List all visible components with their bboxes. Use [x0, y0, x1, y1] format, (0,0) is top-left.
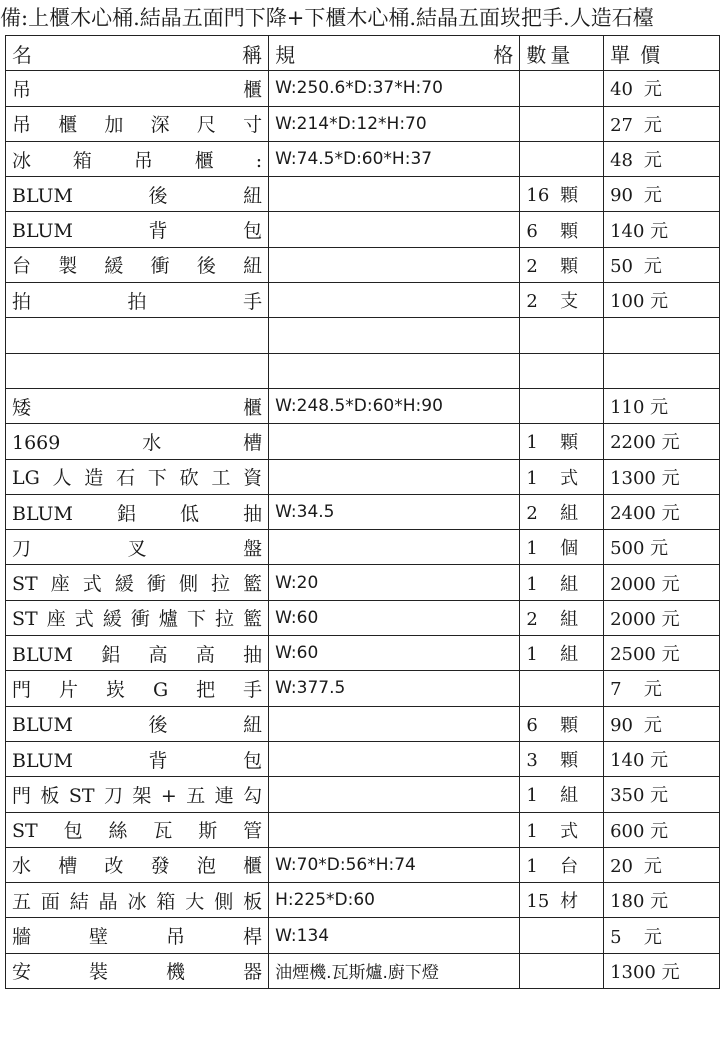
item-price-number: 90 — [610, 714, 633, 736]
item-price-cell — [604, 777, 720, 812]
table-row — [6, 494, 720, 529]
table-row — [6, 353, 720, 388]
item-qty-number: 6 — [526, 220, 538, 242]
item-spec: 油煙機.瓦斯爐.廚下燈 — [275, 963, 439, 984]
item-price-unit: 元 — [650, 785, 669, 807]
item-qty-cell — [520, 600, 604, 635]
item-spec: W:214*D:12*H:70 — [275, 113, 427, 134]
item-qty-number: 1 — [526, 785, 538, 807]
item-qty-number: 1 — [526, 432, 538, 454]
item-price-unit: 元 — [661, 961, 680, 983]
item-price-number: 5 — [610, 926, 622, 948]
item-qty-cell — [520, 141, 604, 176]
item-price-number: 7 — [610, 679, 622, 701]
table-row — [6, 812, 720, 847]
item-spec-cell — [269, 777, 520, 812]
item-qty-cell — [520, 953, 604, 988]
item-price-cell — [604, 318, 720, 353]
item-name-cell — [6, 883, 269, 918]
item-name-cell — [6, 953, 269, 988]
item-price-number: 2000 — [610, 608, 656, 630]
item-price-number: 1300 — [610, 961, 656, 983]
item-price-cell — [604, 953, 720, 988]
item-price-number: 110 — [610, 397, 645, 419]
table-row — [6, 847, 720, 882]
item-price-number: 20 — [610, 855, 633, 877]
item-qty-cell — [520, 706, 604, 741]
item-qty-cell — [520, 777, 604, 812]
item-name-cell — [6, 600, 269, 635]
item-qty-cell — [520, 671, 604, 706]
table-row — [6, 953, 720, 988]
item-spec: W:248.5*D:60*H:90 — [275, 396, 443, 417]
item-price-number: 40 — [610, 79, 633, 101]
item-qty-unit: 式 — [560, 467, 579, 489]
item-spec-cell — [269, 741, 520, 776]
item-price-number: 140 — [610, 220, 645, 242]
item-name: LG人造石下砍工資 — [12, 467, 263, 490]
item-price-unit: 元 — [661, 608, 680, 630]
item-spec: W:134 — [275, 925, 330, 946]
item-price-unit: 元 — [661, 467, 680, 489]
item-price-number: 27 — [610, 114, 633, 136]
item-name: 1669水槽 — [12, 431, 263, 454]
table-row — [6, 636, 720, 671]
item-qty-number: 1 — [526, 820, 538, 842]
item-spec-cell — [269, 883, 520, 918]
item-name-cell — [6, 283, 269, 318]
item-spec-cell — [269, 71, 520, 106]
item-spec-cell — [269, 847, 520, 882]
item-price-number: 90 — [610, 185, 633, 207]
item-name-cell — [6, 106, 269, 141]
item-price-cell — [604, 812, 720, 847]
item-price-cell — [604, 177, 720, 212]
item-price-cell — [604, 106, 720, 141]
item-qty-unit: 組 — [560, 785, 579, 807]
item-spec: W:70*D:56*H:74 — [275, 854, 416, 875]
item-name-cell — [6, 706, 269, 741]
item-qty-unit: 個 — [560, 538, 579, 560]
item-qty-cell — [520, 283, 604, 318]
item-name-cell — [6, 459, 269, 494]
header-row — [6, 36, 720, 71]
item-price-unit: 元 — [661, 432, 680, 454]
item-price-unit: 元 — [650, 397, 669, 419]
item-price-cell — [604, 353, 720, 388]
item-price-unit: 元 — [650, 291, 669, 313]
item-qty-cell — [520, 741, 604, 776]
table-row — [6, 565, 720, 600]
item-spec: W:60 — [275, 643, 319, 664]
item-price-cell — [604, 388, 720, 423]
item-qty-number: 2 — [526, 608, 538, 630]
item-spec-cell — [269, 530, 520, 565]
item-price-cell — [604, 247, 720, 282]
item-name: 水槽改發泡櫃 — [12, 855, 263, 878]
item-name-cell — [6, 777, 269, 812]
item-price-cell — [604, 71, 720, 106]
item-price-number: 500 — [610, 538, 645, 560]
item-price-number: 180 — [610, 891, 645, 913]
item-price-unit: 元 — [661, 573, 680, 595]
item-price-number: 2400 — [610, 503, 656, 524]
item-spec: W:250.6*D:37*H:70 — [275, 78, 443, 99]
item-qty-number: 1 — [526, 538, 538, 560]
item-price-number: 600 — [610, 820, 645, 842]
item-spec-cell — [269, 636, 520, 671]
item-price-unit: 元 — [643, 926, 662, 948]
header-name: 名稱 — [6, 36, 269, 71]
item-name: BLUM鋁低抽 — [12, 502, 263, 525]
item-name: 安裝機器 — [12, 961, 263, 984]
item-price-unit: 元 — [643, 114, 662, 136]
item-qty-number: 1 — [526, 855, 538, 877]
item-qty-number: 2 — [526, 291, 538, 313]
item-name: 門板ST刀架+五連勾 — [12, 784, 263, 807]
item-name-cell — [6, 636, 269, 671]
item-price-cell — [604, 424, 720, 459]
item-price-unit: 元 — [650, 891, 669, 913]
item-name-cell — [6, 353, 269, 388]
item-name-cell — [6, 318, 269, 353]
item-qty-cell — [520, 247, 604, 282]
item-name-cell — [6, 741, 269, 776]
table-row — [6, 283, 720, 318]
item-name-cell — [6, 177, 269, 212]
item-price-cell — [604, 706, 720, 741]
item-name-cell — [6, 812, 269, 847]
item-price-cell — [604, 530, 720, 565]
item-qty-number: 2 — [526, 503, 538, 524]
item-qty-unit: 材 — [560, 891, 579, 913]
table-row — [6, 918, 720, 953]
item-spec-cell — [269, 459, 520, 494]
header-spec: 規格 — [269, 36, 520, 71]
item-name-cell — [6, 918, 269, 953]
item-qty-number: 1 — [526, 644, 538, 666]
item-price-cell — [604, 283, 720, 318]
item-price-unit: 元 — [650, 750, 669, 772]
item-name: 牆壁吊桿 — [12, 926, 263, 949]
item-spec-cell — [269, 283, 520, 318]
item-price-unit: 元 — [643, 714, 662, 736]
table-row — [6, 177, 720, 212]
item-spec-cell — [269, 106, 520, 141]
item-qty-cell — [520, 318, 604, 353]
item-price-unit: 元 — [650, 220, 669, 242]
item-qty-number: 16 — [526, 185, 550, 207]
item-price-number: 2500 — [610, 644, 656, 666]
item-qty-unit: 組 — [560, 644, 579, 666]
item-price-cell — [604, 459, 720, 494]
item-price-unit: 元 — [643, 855, 662, 877]
item-name: 拍拍手 — [12, 290, 263, 313]
item-price-cell — [604, 847, 720, 882]
item-qty-cell — [520, 918, 604, 953]
item-price-cell — [604, 141, 720, 176]
item-spec: W:20 — [275, 572, 319, 593]
item-price-number: 350 — [610, 785, 645, 807]
item-spec: W:34.5 — [275, 502, 335, 522]
header-qty: 數量 — [520, 36, 604, 71]
item-qty-cell — [520, 388, 604, 423]
item-spec: W:74.5*D:60*H:37 — [275, 149, 433, 170]
item-spec-cell — [269, 918, 520, 953]
item-qty-unit: 顆 — [560, 750, 579, 772]
item-qty-cell — [520, 459, 604, 494]
item-name: ST座式緩衝爐下拉籃 — [12, 608, 263, 631]
item-qty-unit: 顆 — [560, 255, 579, 277]
item-spec-cell — [269, 247, 520, 282]
item-qty-unit: 顆 — [560, 185, 579, 207]
table-row — [6, 741, 720, 776]
item-price-unit: 元 — [650, 820, 669, 842]
item-name: BLUM背包 — [12, 220, 263, 243]
table-row — [6, 530, 720, 565]
item-price-cell — [604, 212, 720, 247]
item-price-cell — [604, 741, 720, 776]
quote-heading: 備:上櫃木心桶.結晶五面門下降+下櫃木心桶.結晶五面崁把手.人造石檯 — [0, 6, 654, 30]
item-spec-cell — [269, 212, 520, 247]
item-name: 台製緩衝後紐 — [12, 255, 263, 278]
item-qty-unit: 顆 — [560, 220, 579, 242]
item-name: ST座式緩衝側拉籃 — [12, 573, 263, 596]
item-price-number: 2000 — [610, 573, 656, 595]
item-price-cell — [604, 671, 720, 706]
item-qty-number: 3 — [526, 750, 538, 772]
item-spec-cell — [269, 353, 520, 388]
item-name: 矮櫃 — [12, 396, 263, 419]
item-qty-unit: 組 — [560, 503, 579, 524]
item-qty-unit: 支 — [560, 291, 579, 313]
item-spec-cell — [269, 706, 520, 741]
item-qty-unit: 台 — [560, 855, 579, 877]
item-name-cell — [6, 671, 269, 706]
table-row — [6, 706, 720, 741]
item-qty-cell — [520, 71, 604, 106]
item-name: 吊櫃 — [12, 78, 263, 101]
item-price-number: 48 — [610, 150, 633, 172]
table-row — [6, 318, 720, 353]
item-name-cell — [6, 530, 269, 565]
item-qty-unit: 組 — [560, 573, 579, 595]
item-qty-number: 6 — [526, 714, 538, 736]
table-row — [6, 777, 720, 812]
item-qty-cell — [520, 494, 604, 529]
item-qty-unit: 式 — [560, 820, 579, 842]
table-row — [6, 388, 720, 423]
item-name-cell — [6, 247, 269, 282]
item-price-cell — [604, 918, 720, 953]
item-name-cell — [6, 212, 269, 247]
item-qty-number: 1 — [526, 467, 538, 489]
item-price-unit: 元 — [661, 644, 680, 666]
item-name-cell — [6, 388, 269, 423]
item-price-number: 100 — [610, 291, 645, 313]
item-name-cell — [6, 847, 269, 882]
item-price-number: 50 — [610, 255, 633, 277]
item-name: 冰箱吊櫃: — [12, 149, 263, 172]
item-price-number: 2200 — [610, 432, 656, 454]
item-qty-cell — [520, 883, 604, 918]
item-spec: W:60 — [275, 607, 319, 628]
item-qty-number: 1 — [526, 573, 538, 595]
item-spec-cell — [269, 424, 520, 459]
item-name: BLUM鋁高高抽 — [12, 643, 263, 666]
table-row — [6, 424, 720, 459]
item-qty-cell — [520, 106, 604, 141]
item-qty-cell — [520, 424, 604, 459]
table-row — [6, 141, 720, 176]
table-row — [6, 212, 720, 247]
item-name: BLUM後紐 — [12, 184, 263, 207]
item-name: 刀叉盤 — [12, 537, 263, 560]
item-spec-cell — [269, 177, 520, 212]
item-price-cell — [604, 565, 720, 600]
item-name-cell — [6, 565, 269, 600]
item-name-cell — [6, 424, 269, 459]
item-price-unit: 元 — [643, 185, 662, 207]
item-price-number: 140 — [610, 750, 645, 772]
header-price: 單價 — [604, 36, 720, 71]
item-spec-cell — [269, 953, 520, 988]
item-spec: H:225*D:60 — [275, 890, 376, 911]
item-price-unit: 元 — [643, 255, 662, 277]
item-price-cell — [604, 883, 720, 918]
item-qty-number: 2 — [526, 255, 538, 277]
item-spec: W:377.5 — [275, 678, 346, 699]
quote-body — [6, 71, 720, 989]
item-qty-cell — [520, 565, 604, 600]
item-name-cell — [6, 494, 269, 529]
item-price-cell — [604, 600, 720, 635]
item-price-number: 1300 — [610, 467, 656, 489]
item-name-cell — [6, 71, 269, 106]
item-spec-cell — [269, 812, 520, 847]
table-row — [6, 247, 720, 282]
item-name: ST包絲瓦斯管 — [12, 820, 263, 843]
item-qty-cell — [520, 636, 604, 671]
item-spec-cell — [269, 671, 520, 706]
item-qty-number: 15 — [526, 891, 550, 913]
item-spec-cell — [269, 565, 520, 600]
item-qty-unit: 組 — [560, 608, 579, 630]
item-qty-cell — [520, 177, 604, 212]
item-name: BLUM背包 — [12, 749, 263, 772]
table-row — [6, 600, 720, 635]
item-spec-cell — [269, 600, 520, 635]
item-qty-cell — [520, 353, 604, 388]
item-name-cell — [6, 141, 269, 176]
item-qty-cell — [520, 812, 604, 847]
item-price-unit: 元 — [643, 79, 662, 101]
table-row — [6, 671, 720, 706]
item-price-cell — [604, 494, 720, 529]
item-qty-cell — [520, 212, 604, 247]
item-spec-cell — [269, 494, 520, 529]
item-spec-cell — [269, 141, 520, 176]
item-spec-cell — [269, 318, 520, 353]
item-price-cell — [604, 636, 720, 671]
item-name: BLUM後紐 — [12, 714, 263, 737]
item-price-unit: 元 — [650, 538, 669, 560]
item-name: 門片崁G把手 — [12, 678, 263, 701]
item-name: 吊櫃加深尺寸 — [12, 114, 263, 137]
item-price-unit: 元 — [661, 503, 680, 524]
table-row — [6, 883, 720, 918]
item-spec-cell — [269, 388, 520, 423]
table-row — [6, 106, 720, 141]
item-qty-cell — [520, 530, 604, 565]
item-name: 五面結晶冰箱大側板 — [12, 890, 263, 913]
item-price-unit: 元 — [643, 150, 662, 172]
item-price-unit: 元 — [643, 679, 662, 701]
item-qty-unit: 顆 — [560, 714, 579, 736]
item-qty-cell — [520, 847, 604, 882]
table-row — [6, 71, 720, 106]
quote-table — [5, 35, 720, 989]
item-qty-unit: 顆 — [560, 432, 579, 454]
table-row — [6, 459, 720, 494]
